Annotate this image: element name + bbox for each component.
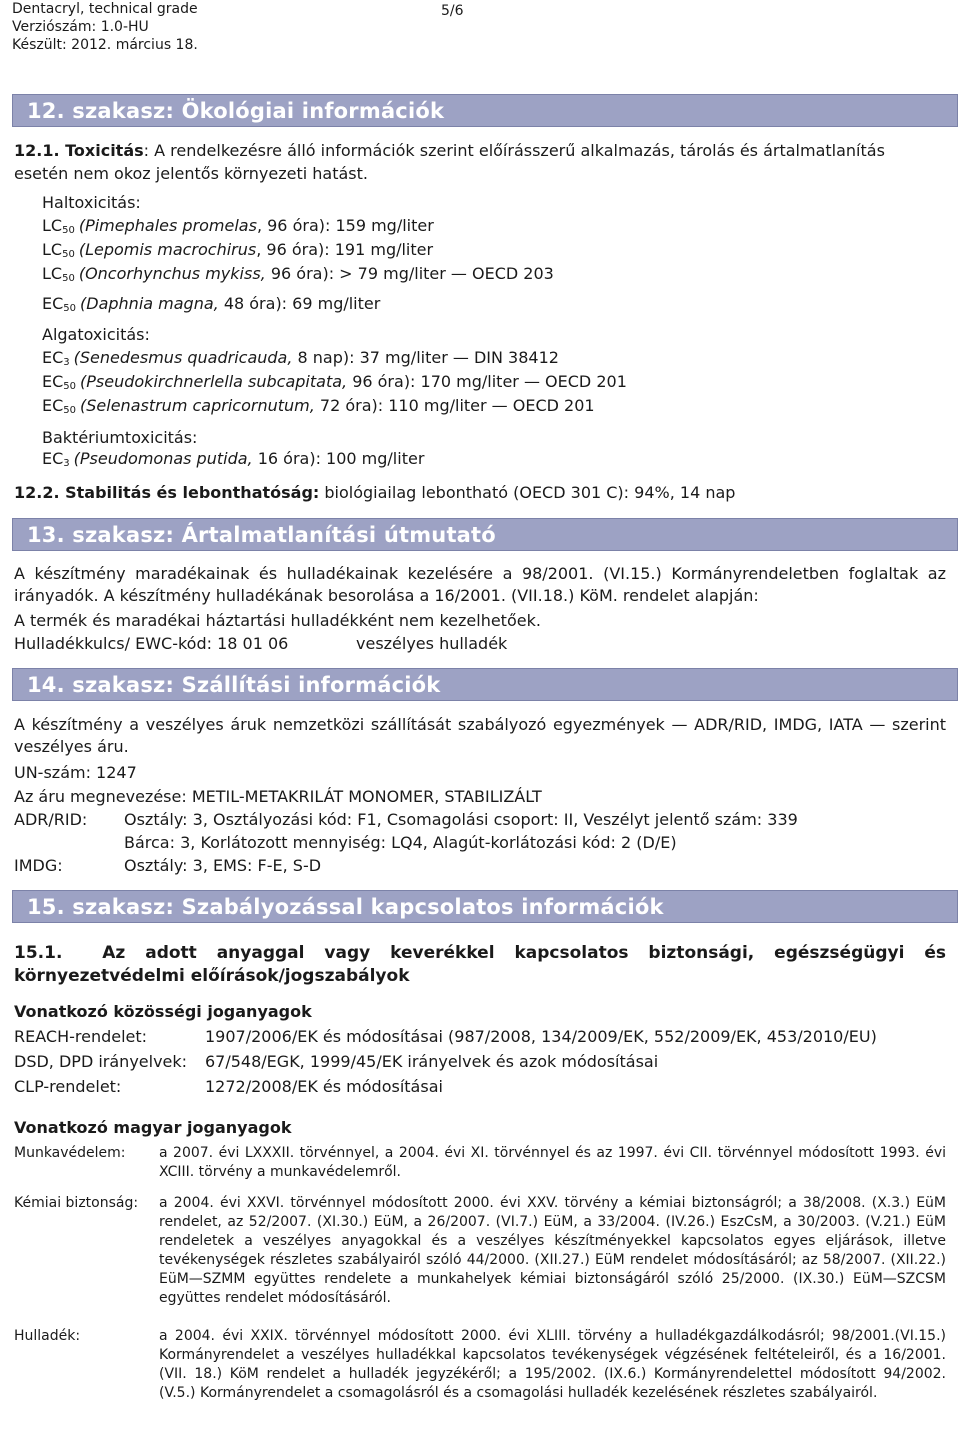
- toxicity-value-line: [42, 396, 595, 421]
- measure-type: LC: [42, 216, 63, 235]
- hu-law-title: Vonatkozó magyar joganyagok: [14, 1118, 292, 1137]
- stability-label: 12.2. Stabilitás és lebonthatóság:: [14, 483, 320, 502]
- hu-law-value: a 2004. évi XXIX. törvénnyel módosított 2000. évi XLIII. törvény a hulladékgazdálkodásról; 98/2001.(VI.15.) Kormányrendelet a veszélyes hulladékkal kapcsolatos tevékenységek végzésének feltételeiről, és a 16/2001. (VII. 18.) KöM rendelet a hulladék jegyzékéről; a 195/2002. (IX.6.) Kormányrendelettel módosított 94/2002. (V.5.) Kormányrendelet a csomagolásról és a csomagolási hulladék kezelésének részletes szabályairól.: [159, 1328, 946, 1401]
- eu-law-value: 67/548/EGK, 1999/45/EK irányelvek és azok módosításai: [205, 1052, 659, 1071]
- measure-subscript: 50: [63, 405, 77, 416]
- fish-title: Haltoxicitás:: [42, 193, 141, 212]
- species-name: (Oncorhynchus mykiss,: [78, 264, 266, 283]
- toxicity-value-line: [42, 348, 559, 373]
- measure-type: EC: [42, 294, 64, 313]
- species-name: (Daphnia magna,: [80, 294, 219, 313]
- toxicity-result: 96 óra): > 79 mg/liter — OECD 203: [265, 264, 554, 283]
- section-13-title: 13. szakasz: Ártalmatlanítási útmutató: [12, 518, 958, 551]
- eu-law-title: Vonatkozó közösségi joganyagok: [14, 1002, 312, 1021]
- regulation-subheading-number: 15.1.: [14, 943, 63, 963]
- measure-subscript: 3: [63, 458, 70, 469]
- measure-subscript: 50: [63, 381, 77, 392]
- eu-law-label: REACH-rendelet:: [14, 1027, 148, 1046]
- measure-subscript: 50: [63, 303, 77, 314]
- species-name: (Pimephales promelas: [78, 216, 257, 235]
- disposal-household: A termék és maradékai háztartási hulladékként nem kezelhetőek.: [14, 611, 541, 630]
- toxicity-result: , 96 óra): 191 mg/liter: [256, 240, 434, 259]
- toxicity-line: [14, 141, 885, 161]
- header-created: Készült: 2012. március 18.: [12, 37, 198, 53]
- toxicity-value-line: [42, 264, 554, 289]
- header-version: Verziószám: 1.0-HU: [12, 19, 149, 35]
- species-name: (Pseudomonas putida,: [73, 449, 253, 468]
- hu-law-label: Hulladék:: [14, 1328, 81, 1344]
- measure-type: EC: [42, 348, 64, 367]
- regulation-subheading-text: Az adott anyaggal vagy keverékkel kapcsolatos biztonsági, egészségügyi és környezetvédelmi előírások/jogszabályok: [14, 943, 946, 986]
- ewc-value: veszélyes hulladék: [356, 634, 508, 653]
- adr-line-1: Osztály: 3, Osztályozási kód: F1, Csomagolási csoport: II, Veszélyt jelentő szám: 339: [124, 810, 798, 829]
- species-name: (Lepomis macrochirus: [78, 240, 257, 259]
- disposal-paragraph: A készítmény maradékainak és hulladékainak kezelésére a 98/2001. (VI.15.) Kormányrendeletben foglaltak az irányadók. A készítmény hulladékának besorolása a 16/2001. (VII.18.) KöM. rendelet alapján:: [14, 564, 946, 605]
- species-name: (Senedesmus quadricauda,: [73, 348, 293, 367]
- imdg-label: IMDG:: [14, 856, 63, 875]
- measure-subscript: 50: [62, 225, 75, 236]
- adr-label: ADR/RID:: [14, 810, 88, 829]
- toxicity-value-line: [42, 449, 424, 474]
- toxicity-result: , 96 óra): 159 mg/liter: [256, 216, 434, 235]
- toxicity-value-line: [42, 294, 380, 319]
- section-15-title: 15. szakasz: Szabályozással kapcsolatos információk: [12, 890, 958, 923]
- toxicity-result: 8 nap): 37 mg/liter — DIN 38412: [292, 348, 559, 367]
- hu-law-value: a 2007. évi LXXXII. törvénnyel, a 2004. évi XI. törvénnyel és az 1997. évi CII. törvénnyel módosított 1993. évi XCIII. törvény a munkavédelemről.: [159, 1145, 946, 1180]
- species-name: (Selenastrum capricornutum,: [80, 396, 315, 415]
- toxicity-value-line: [42, 240, 433, 265]
- measure-subscript: 3: [63, 357, 70, 368]
- un-number: UN-szám: 1247: [14, 763, 137, 782]
- stability-text: biológiailag lebontható (OECD 301 C): 94%, 14 nap: [319, 483, 736, 502]
- measure-type: LC: [42, 240, 63, 259]
- toxicity-result: 16 óra): 100 mg/liter: [252, 449, 425, 468]
- toxicity-result: 96 óra): 170 mg/liter — OECD 201: [347, 372, 627, 391]
- bact-title: Baktériumtoxicitás:: [42, 428, 198, 447]
- transport-paragraph: A készítmény a veszélyes áruk nemzetközi szállítását szabályozó egyezmények — ADR/RID, IMDG, IATA — szerint veszélyes áru.: [14, 715, 946, 756]
- toxicity-result: 48 óra): 69 mg/liter: [218, 294, 381, 313]
- measure-type: EC: [42, 396, 64, 415]
- ewc-code: Hulladékkulcs/ EWC-kód: 18 01 06: [14, 634, 289, 653]
- measure-type: EC: [42, 372, 64, 391]
- species-name: (Pseudokirchnerlella subcapitata,: [80, 372, 348, 391]
- header-product: Dentacryl, technical grade: [12, 1, 198, 17]
- section-14-title: 14. szakasz: Szállítási információk: [12, 668, 958, 701]
- eu-law-label: DSD, DPD irányelvek:: [14, 1052, 188, 1071]
- stability-line: [14, 483, 735, 503]
- page-number: 5/6: [441, 3, 464, 19]
- toxicity-number: 12.1. Toxicitás: [14, 141, 144, 160]
- goods-name: Az áru megnevezése: METIL-METAKRILÁT MONOMER, STABILIZÁLT: [14, 787, 542, 806]
- measure-subscript: 50: [62, 249, 75, 260]
- imdg-line-1: Osztály: 3, EMS: F-E, S-D: [124, 856, 322, 875]
- eu-law-value: 1907/2006/EK és módosításai (987/2008, 134/2009/EK, 552/2009/EK, 453/2010/EU): [205, 1027, 877, 1046]
- measure-type: LC: [42, 264, 63, 283]
- hu-law-label: Munkavédelem:: [14, 1145, 126, 1161]
- measure-subscript: 50: [62, 273, 75, 284]
- toxicity-value-line: [42, 216, 434, 241]
- measure-type: EC: [42, 449, 64, 468]
- section-12-title: 12. szakasz: Ökológiai információk: [12, 94, 958, 127]
- toxicity-text-2: esetén nem okoz jelentős környezeti hatást.: [14, 164, 368, 183]
- hu-law-label: Kémiai biztonság:: [14, 1195, 139, 1211]
- eu-law-label: CLP-rendelet:: [14, 1077, 122, 1096]
- hu-law-value: a 2004. évi XXVI. törvénnyel módosított 2000. évi XXV. törvény a kémiai biztonságról; a 38/2008. (X.3.) EüM rendelet, az 52/2007. (XI.30.) EüM, a 26/2007. (VI.7.) EüM, a 33/2004. (IV.26.) EszCsM, a 30/2003. (V.21.) EüM rendeletek a veszélyes anyagokkal és a veszélyes készítményekkel kapcsolatos egyes eljárások, illetve tevékenységek részletes szabályairól szóló 44/2000. (XII.27.) EüM rendelet módosításáról; az 58/2007. (XII.22.) EüM—SZMM együttes rendelete a munkahelyek kémiai biztonságáról szóló 25/2000. (IX.30.) EüM—SZCSM együttes rendelet módosításáról.: [159, 1195, 946, 1306]
- toxicity-result: 72 óra): 110 mg/liter — OECD 201: [314, 396, 595, 415]
- regulation-subheading: [14, 942, 946, 988]
- toxicity-value-line: [42, 372, 627, 397]
- toxicity-text: : A rendelkezésre álló információk szerint előírásszerű alkalmazás, tárolás és ártalmatlanítás: [143, 141, 885, 160]
- adr-line-2: Bárca: 3, Korlátozott mennyiség: LQ4, Alagút-korlátozási kód: 2 (D/E): [124, 833, 677, 852]
- algae-title: Algatoxicitás:: [42, 325, 150, 344]
- eu-law-value: 1272/2008/EK és módosításai: [205, 1077, 443, 1096]
